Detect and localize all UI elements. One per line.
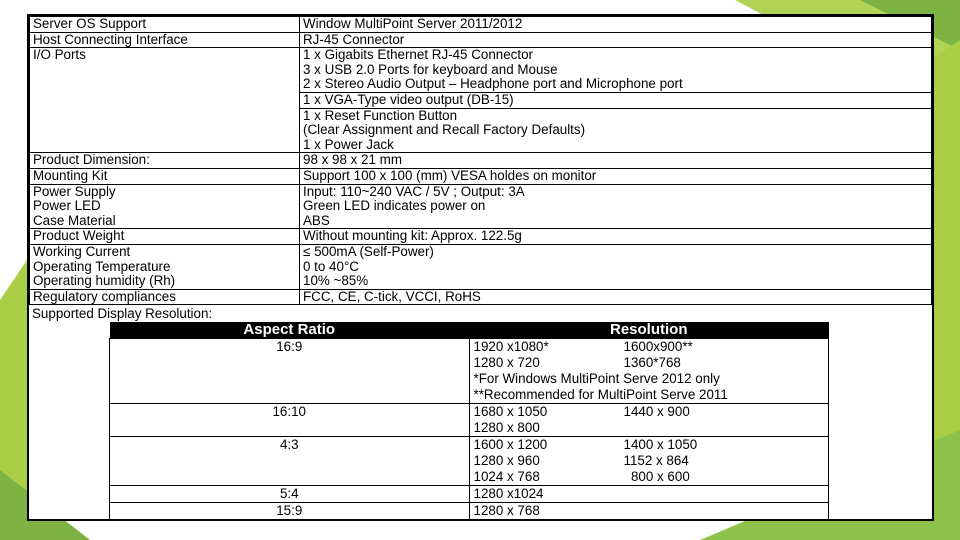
spec-label-line: Working Current [33,244,131,259]
spec-value-line: RJ-45 Connector [303,32,405,47]
resolution-line: **Recommended for MultiPoint Serve 2011 [473,387,728,403]
resolution-line [474,355,825,371]
spec-label-line: Power Supply [33,184,116,199]
spec-label [30,17,300,33]
spec-label-line: Operating humidity (Rh) [33,273,176,289]
resolution-value: 1680 x 1050 [473,404,548,420]
spec-label [30,244,300,289]
resolution-cell [469,437,829,486]
spec-value [300,153,932,169]
spec-value-line: 98 x 98 x 21 mm [303,152,402,168]
spec-sheet [27,14,934,521]
spec-value [300,229,932,245]
spec-value [300,184,932,229]
spec-label [30,168,300,184]
resolution-value: 1600 x 1200 [473,437,548,453]
spec-value-line: Without mounting kit: Approx. 122.5g [303,228,522,244]
spec-label [30,32,300,48]
resolution-value: 1360*768 [623,355,681,371]
resolution-value: 1920 x1080* [473,339,549,355]
spec-value-line: 0 to 40°C [303,258,359,274]
spec-value [300,92,932,108]
spec-label-line: Host Connecting Interface [33,32,188,47]
spec-row [30,229,932,245]
resolution-row [110,437,829,486]
spec-label-line: Power LED [33,198,101,214]
resolution-line: 1280 x 800 [473,420,540,436]
aspect-ratio-cell: 15:9 [110,503,470,520]
spec-table [29,16,932,305]
spec-value-line: 1 x VGA-Type video output (DB-15) [303,92,514,107]
spec-value [300,289,932,305]
spec-row [30,32,932,48]
spec-label-line: I/O Ports [33,47,86,63]
resolution-value: 1440 x 900 [623,404,690,420]
spec-value-line: Green LED indicates power on [303,198,486,214]
spec-value-line: 10% ~85% [303,273,369,289]
spec-label [30,229,300,245]
resolution-line [474,469,825,485]
spec-value-line: (Clear Assignment and Recall Factory Defaults) [303,122,586,138]
resolution-header: Resolution [469,322,829,339]
resolution-line [474,453,825,469]
spec-value-line: Window MultiPoint Server 2011/2012 [303,16,523,31]
resolution-value: 1400 x 1050 [623,437,698,453]
aspect-ratio-cell: 5:4 [110,486,470,503]
resolution-table [109,322,829,520]
resolution-line: *For Windows MultiPoint Serve 2012 only [473,371,720,387]
spec-label-line: Operating Temperature [33,258,171,274]
spec-label [30,289,300,305]
resolution-line: 1280 x1024 [473,486,544,502]
resolution-line: 1280 x 768 [473,503,540,519]
spec-label [30,48,300,153]
spec-value-line: 2 x Stereo Audio Output – Headphone port and Microphone port [303,76,683,92]
spec-row [30,168,932,184]
spec-value [300,108,932,153]
spec-value-line: Input: 110~240 VAC / 5V ; Output: 3A [303,184,525,199]
resolution-value: 1024 x 768 [473,469,540,485]
spec-label-line: Mounting Kit [33,168,108,183]
resolution-value: 1280 x 960 [473,453,540,469]
resolution-cell [469,404,829,437]
resolution-value: 1152 x 864 [623,453,689,469]
spec-row [30,48,932,93]
resolution-value: 1280 x 720 [473,355,540,371]
spec-value-line: 1 x Reset Function Button [303,108,458,123]
aspect-ratio-cell: 4:3 [110,437,470,486]
aspect-ratio-cell: 16:9 [110,339,470,404]
aspect-ratio-header: Aspect Ratio [110,322,470,339]
resolution-value: 1600x900** [623,339,693,355]
spec-label-line: Product Dimension: [33,152,150,168]
resolution-cell [469,503,829,520]
spec-value [300,17,932,33]
spec-row [30,289,932,305]
resolution-row [110,503,829,520]
spec-value [300,32,932,48]
spec-row [30,244,932,289]
resolution-line [474,437,825,453]
resolution-line [474,339,825,355]
spec-label-line: Server OS Support [33,16,147,31]
spec-value-line: FCC, CE, C-tick, VCCI, RoHS [303,289,481,304]
aspect-ratio-cell: 16:10 [110,404,470,437]
spec-value [300,48,932,93]
spec-value-line: 1 x Gigabits Ethernet RJ-45 Connector [303,47,533,63]
spec-label-line: Product Weight [33,228,125,244]
spec-row [30,17,932,33]
spec-label-line: Case Material [33,212,116,228]
resolution-value: 800 x 600 [623,469,690,485]
spec-value-line: ≤ 500mA (Self-Power) [303,244,434,259]
resolution-cell [469,339,829,404]
spec-value-line: ABS [303,212,330,228]
spec-label-line: Regulatory compliances [33,289,176,304]
spec-value-line: 3 x USB 2.0 Ports for keyboard and Mouse [303,61,558,77]
spec-row [30,153,932,169]
spec-row [30,184,932,229]
spec-label [30,184,300,229]
spec-value [300,168,932,184]
resolution-row [110,404,829,437]
spec-value-line: 1 x Power Jack [303,136,394,152]
resolution-cell [469,486,829,503]
resolution-line [474,404,825,420]
resolution-row [110,486,829,503]
resolution-row [110,339,829,404]
display-resolution-heading: Supported Display Resolution: [32,306,213,322]
spec-value [300,244,932,289]
spec-label [30,153,300,169]
spec-value-line: Support 100 x 100 (mm) VESA holdes on monitor [303,168,597,183]
